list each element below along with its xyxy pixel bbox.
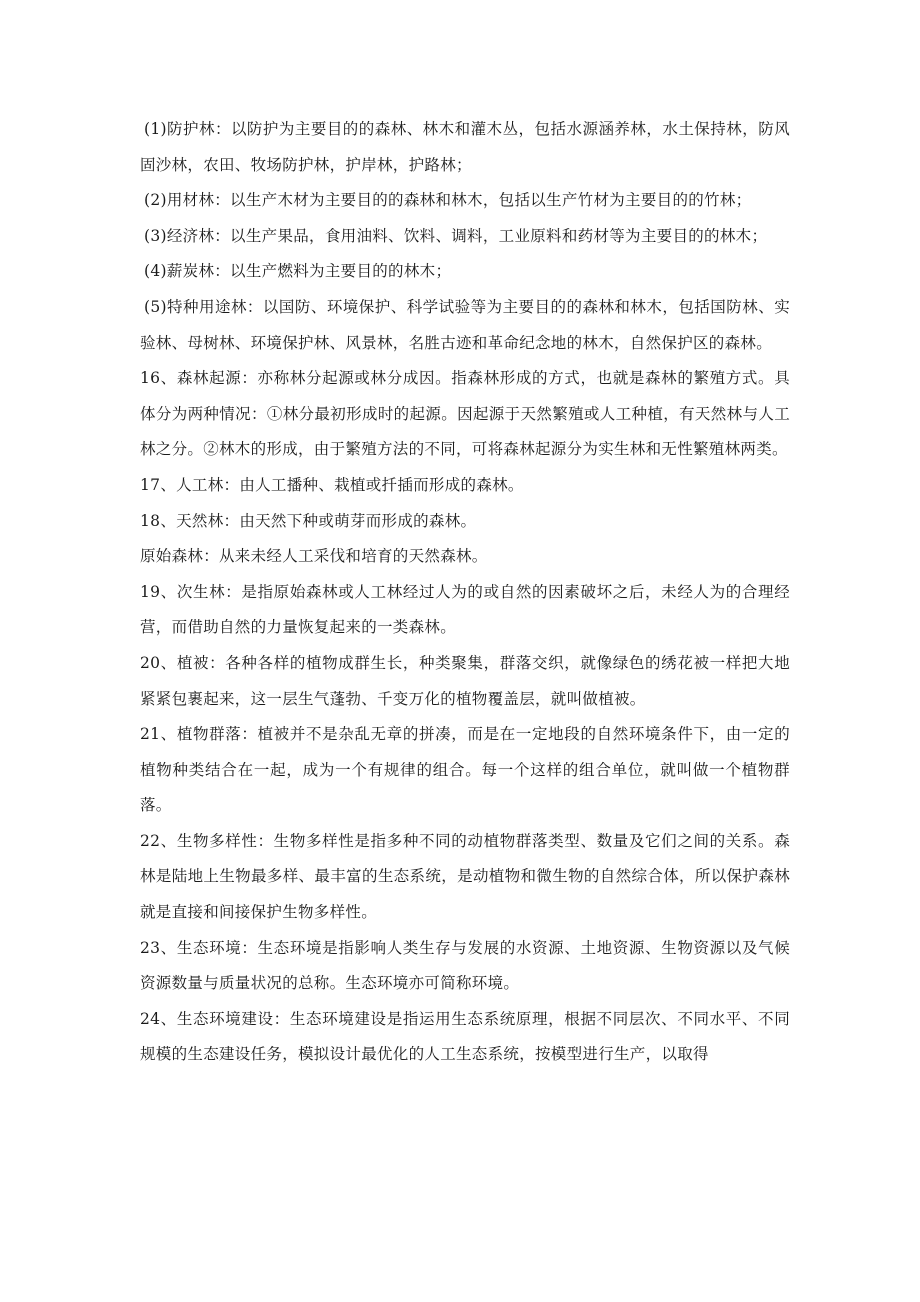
paragraph-planted-forest: 17、人工林：由人工播种、栽植或扦插而形成的森林。 bbox=[140, 475, 524, 494]
paragraph-natural-forest: 18、天然林：由天然下种或萌芽而形成的森林。 bbox=[140, 511, 477, 530]
paragraph-primeval-forest: 原始森林：从来未经人工采伐和培育的天然森林。 bbox=[140, 547, 488, 566]
paragraph-economic-forest bbox=[140, 219, 790, 255]
paragraph-text: (5)特种用途林：以国防、环境保护、科学试验等为主要目的的森林和林木，包括国防林、实验林、母树林、环境保护林、风景林，名胜古迹和革命纪念地的林木，自然保护区的森林。 bbox=[140, 297, 790, 352]
paragraph-vegetation: 20、植被：各种各样的植物成群生长，种类聚集，群落交织，就像绿色的绣花被一样把大地紧紧包裹起来，这一层生气蓬勃、千变万化的植物覆盖层，就叫做植被。 bbox=[140, 653, 790, 708]
paragraph-ecological-construction: 24、生态环境建设：生态环境建设是指运用生态系统原理，根据不同层次、不同水平、不同规模的生态建设任务，模拟设计最优化的人工生态系统，按模型进行生产，以取得 bbox=[140, 1009, 790, 1064]
paragraph-forest-origin: 16、森林起源：亦称林分起源或林分成因。指森林形成的方式，也就是森林的繁殖方式。具体分为两种情况：①林分最初形成时的起源。因起源于天然繁殖或人工种植，有天然林与人工林之分。②林木的形成，由于繁殖方法的不同，可将森林起源分为实生林和无性繁殖林两类。 bbox=[140, 369, 790, 459]
paragraph-text: (1)防护林：以防护为主要目的的森林、林木和灌木丛，包括水源涵养林，水土保持林，防风固沙林，农田、牧场防护林，护岸林，护路林； bbox=[140, 120, 790, 174]
paragraph-text: (3)经济林：以生产果品，食用油料、饮料、调料，工业原料和药材等为主要目的的林木； bbox=[144, 226, 768, 245]
paragraph-timber-forest bbox=[140, 183, 790, 219]
paragraph-fuel-forest bbox=[140, 254, 790, 290]
paragraph-plant-community: 21、植物群落：植被并不是杂乱无章的拼凑，而是在一定地段的自然环境条件下，由一定的植物种类结合在一起，成为一个有规律的组合。每一个这样的组合单位，就叫做一个植物群落。 bbox=[140, 725, 790, 815]
paragraph-text: (4)薪炭林：以生产燃料为主要目的的林木； bbox=[144, 262, 452, 281]
paragraph-text: (2)用材林：以生产木材为主要目的的森林和林木，包括以生产竹材为主要目的的竹林； bbox=[144, 191, 752, 210]
paragraph-biodiversity: 22、生物多样性：生物多样性是指多种不同的动植物群落类型、数量及它们之间的关系。森林是陆地上生物最多样、最丰富的生态系统，是动植物和微生物的自然综合体，所以保护森林就是直接和间接保护生物多样性。 bbox=[140, 831, 790, 922]
paragraph-special-use-forest bbox=[140, 290, 790, 361]
document-body bbox=[140, 112, 790, 1073]
paragraph-secondary-forest: 19、次生林：是指原始森林或人工林经过人为的或自然的因素破坏之后，未经人为的合理经营，而借助自然的力量恢复起来的一类森林。 bbox=[140, 582, 790, 637]
paragraph-protection-forest bbox=[140, 112, 790, 183]
paragraph-ecological-environment: 23、生态环境：生态环境是指影响人类生存与发展的水资源、土地资源、生物资源以及气候资源数量与质量状况的总称。生态环境亦可简称环境。 bbox=[140, 938, 790, 993]
